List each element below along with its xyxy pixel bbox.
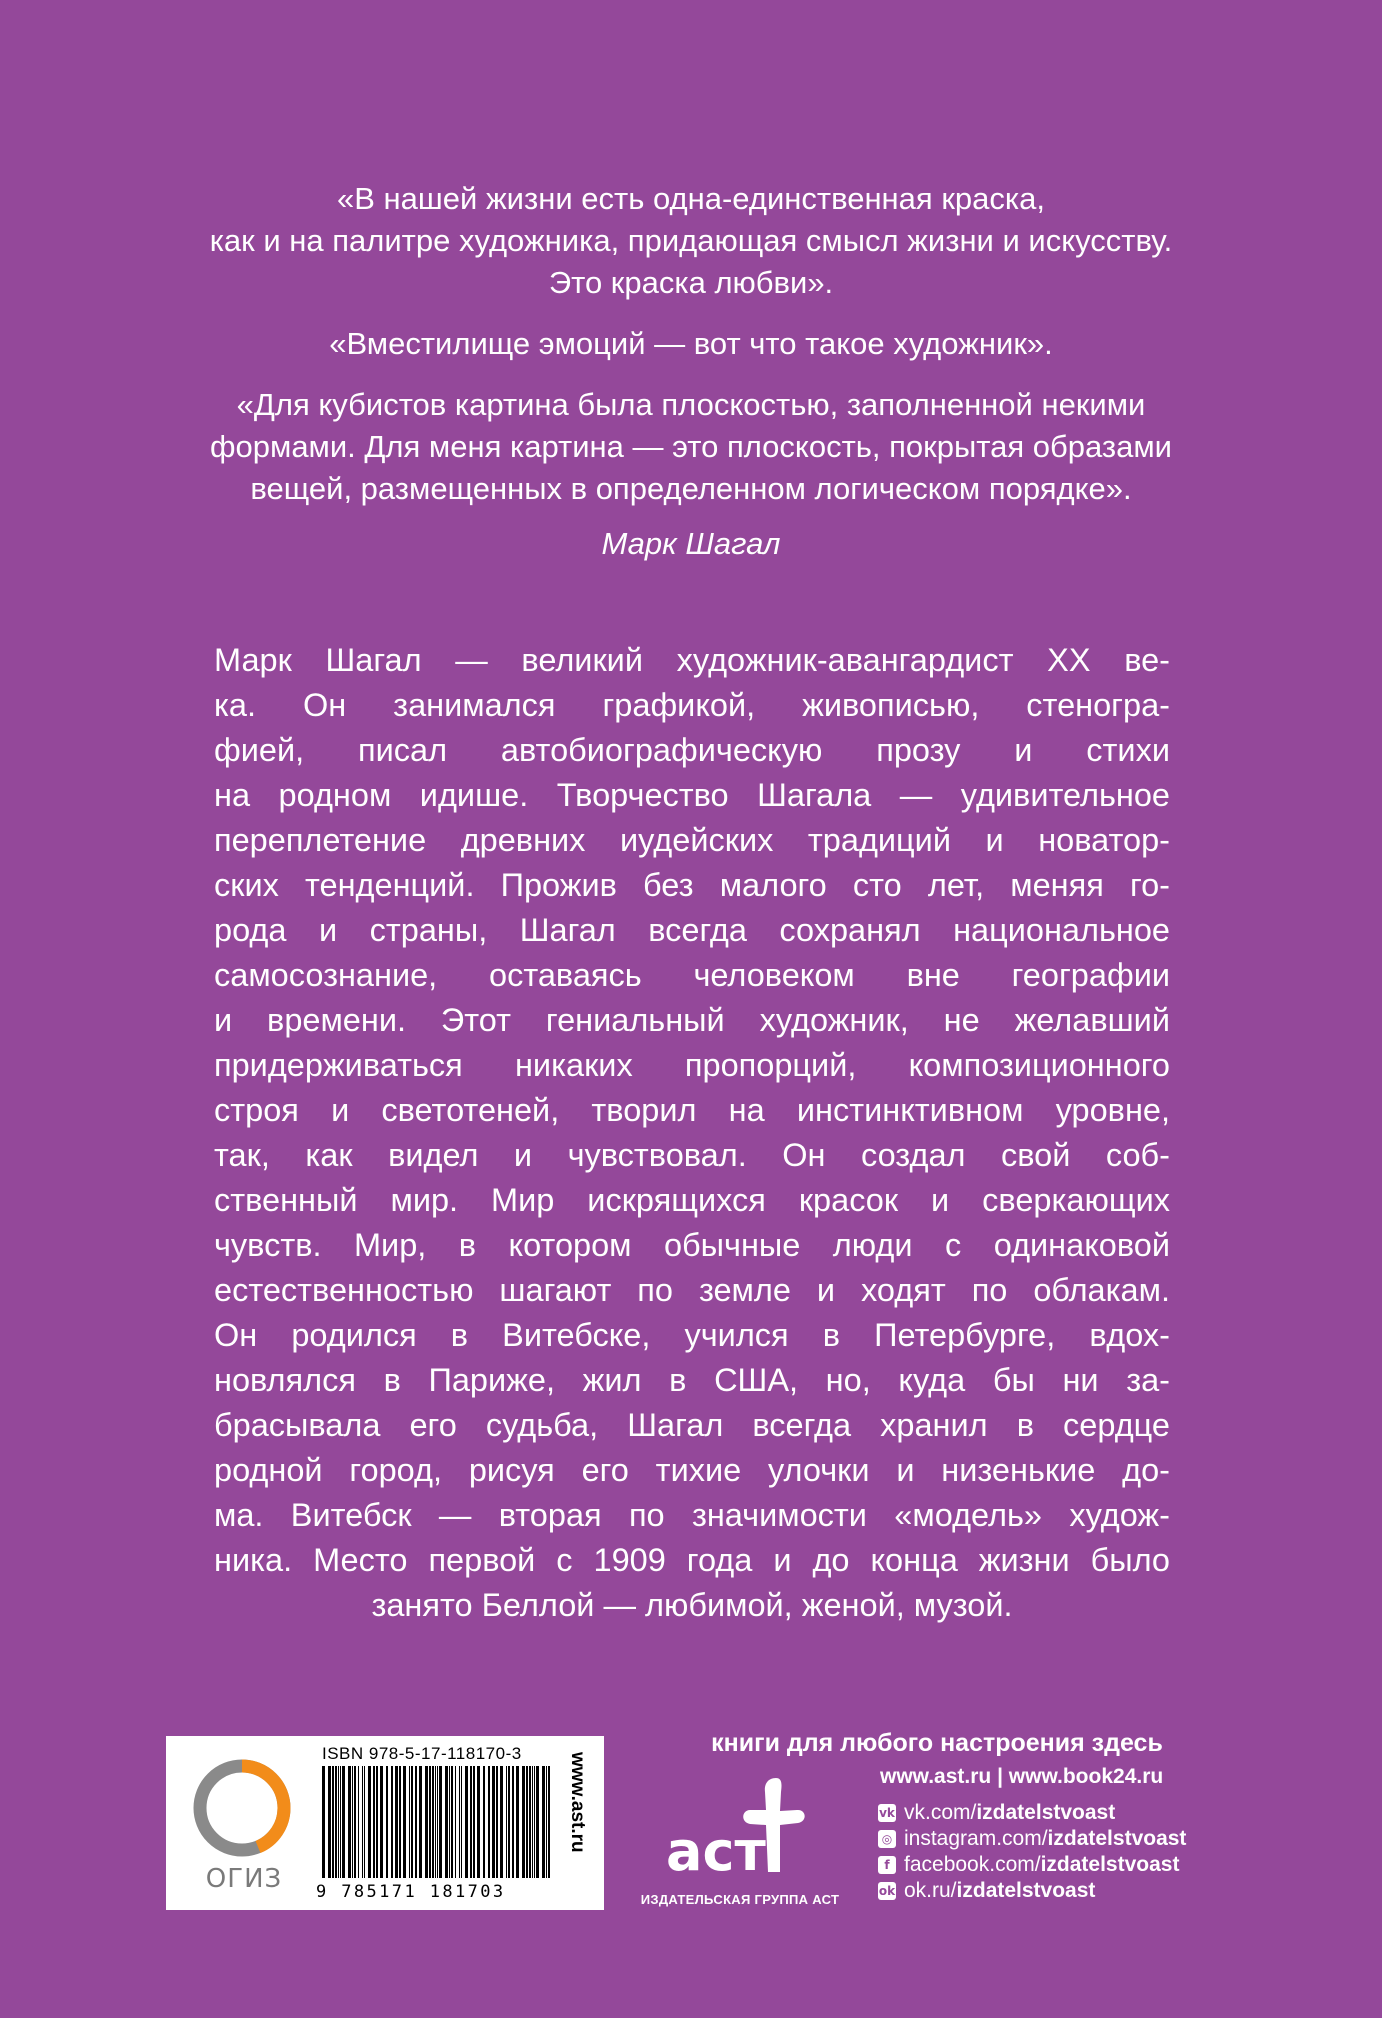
quote-1 <box>120 178 1262 304</box>
description-line: самосознание, оставаясь человеком вне географии <box>214 957 1170 993</box>
description-line: ских тенденций. Прожив без малого сто лет, меняя го- <box>214 867 1170 903</box>
barcode-icon <box>322 1766 552 1878</box>
ast-logo-text: аст <box>666 1820 766 1880</box>
description-line: Марк Шагал — великий художник-авангардист ХХ ве- <box>214 642 1170 678</box>
quote-line: «Вместилище эмоций — вот что такое художник». <box>329 326 1053 361</box>
ast-logo-icon <box>664 1770 824 1880</box>
description-line: так, как видел и чувствовал. Он создал свой соб- <box>214 1137 1170 1173</box>
description-line: чувств. Мир, в котором обычные люди с одинаковой <box>214 1227 1170 1263</box>
social-link[interactable] <box>878 1878 1186 1904</box>
social-link[interactable] <box>878 1826 1186 1852</box>
quotes-block <box>120 178 1262 584</box>
description-line: брасывала его судьба, Шагал всегда хранил в сердце <box>214 1407 1170 1443</box>
description-line: новлялся в Париже, жил в США, но, куда бы ни за- <box>214 1362 1170 1398</box>
isbn-label: ISBN 978-5-17-118170-3 <box>322 1744 522 1763</box>
social-link-handle: izdatelstvoast <box>976 1801 1116 1824</box>
description-line: ника. Место первой с 1909 года и до конца жизни было <box>214 1542 1170 1578</box>
ogiz-logo-text: ОГИЗ <box>205 1864 283 1894</box>
description-line: на родном идише. Творчество Шагала — удивительное <box>214 777 1170 813</box>
social-link-handle: izdatelstvoast <box>956 1879 1096 1902</box>
isbn-digits: 9 785171 181703 <box>316 1882 506 1902</box>
description-line: переплетение древних иудейских традиций и новатор- <box>214 822 1170 858</box>
odnoklassniki-icon: ok <box>878 1884 896 1898</box>
social-links <box>878 1800 1186 1904</box>
description-line: естественностью шагают по земле и ходят по облакам. <box>214 1272 1170 1308</box>
social-link-prefix: vk.com/ <box>904 1801 977 1824</box>
description-line: придерживаться никаких пропорций, композиционного <box>214 1047 1170 1083</box>
social-link-prefix: instagram.com/ <box>904 1827 1048 1850</box>
promo-sites[interactable]: www.ast.ru | www.book24.ru <box>880 1765 1164 1788</box>
promo-headline: книги для любого настроения здесь <box>711 1729 1163 1757</box>
instagram-icon: ◎ <box>878 1830 896 1848</box>
social-link-handle: izdatelstvoast <box>1047 1827 1187 1850</box>
vk-icon: vk <box>879 1806 895 1820</box>
description-line: и времени. Этот гениальный художник, не желавший <box>214 1002 1170 1038</box>
social-link-prefix: facebook.com/ <box>904 1853 1041 1876</box>
description-line: занято Беллой — любимой, женой, музой. <box>371 1587 1013 1623</box>
description-text <box>214 638 1170 1628</box>
description-line: рода и страны, Шагал всегда сохранял национальное <box>214 912 1170 948</box>
website-vertical-text: www.ast.ru <box>567 1752 588 1853</box>
description-line: ственный мир. Мир искрящихся красок и сверкающих <box>214 1182 1170 1218</box>
quote-line: формами. Для меня картина — это плоскость, покрытая образами <box>210 429 1172 464</box>
quote-3 <box>120 384 1262 510</box>
quote-line: вещей, размещенных в определенном логическом порядке». <box>250 471 1132 506</box>
social-link[interactable] <box>878 1800 1186 1826</box>
website-vertical <box>562 1752 592 1902</box>
description-line: ма. Витебск — вторая по значимости «модель» худож- <box>214 1497 1170 1533</box>
description-line: строя и светотеней, творил на инстинктивном уровне, <box>214 1092 1170 1128</box>
description-line: ка. Он занимался графикой, живописью, стеногра- <box>214 687 1170 723</box>
quote-line: как и на палитре художника, придающая смысл жизни и искусству. <box>209 223 1173 258</box>
social-link-prefix: ok.ru/ <box>904 1879 957 1902</box>
social-link-handle: izdatelstvoast <box>1040 1853 1180 1876</box>
social-link[interactable] <box>878 1852 1186 1878</box>
facebook-icon: f <box>878 1856 896 1874</box>
quote-line: Это краска любви». <box>548 265 834 300</box>
description-line: Он родился в Витебске, учился в Петербурге, вдох- <box>214 1317 1170 1353</box>
quote-line: «В нашей жизни есть одна-единственная краска, <box>337 181 1045 216</box>
description-line: фией, писал автобиографическую прозу и стихи <box>214 732 1170 768</box>
quote-author: Марк Шагал <box>601 526 781 561</box>
ast-caption: ИЗДАТЕЛЬСКАЯ ГРУППА АСТ <box>640 1892 840 1907</box>
quote-line: «Для кубистов картина была плоскостью, заполненной некими <box>236 387 1146 422</box>
quote-2 <box>120 323 1262 365</box>
description-line: родной город, рисуя его тихие улочки и низенькие до- <box>214 1452 1170 1488</box>
barcode-panel <box>166 1736 604 1910</box>
